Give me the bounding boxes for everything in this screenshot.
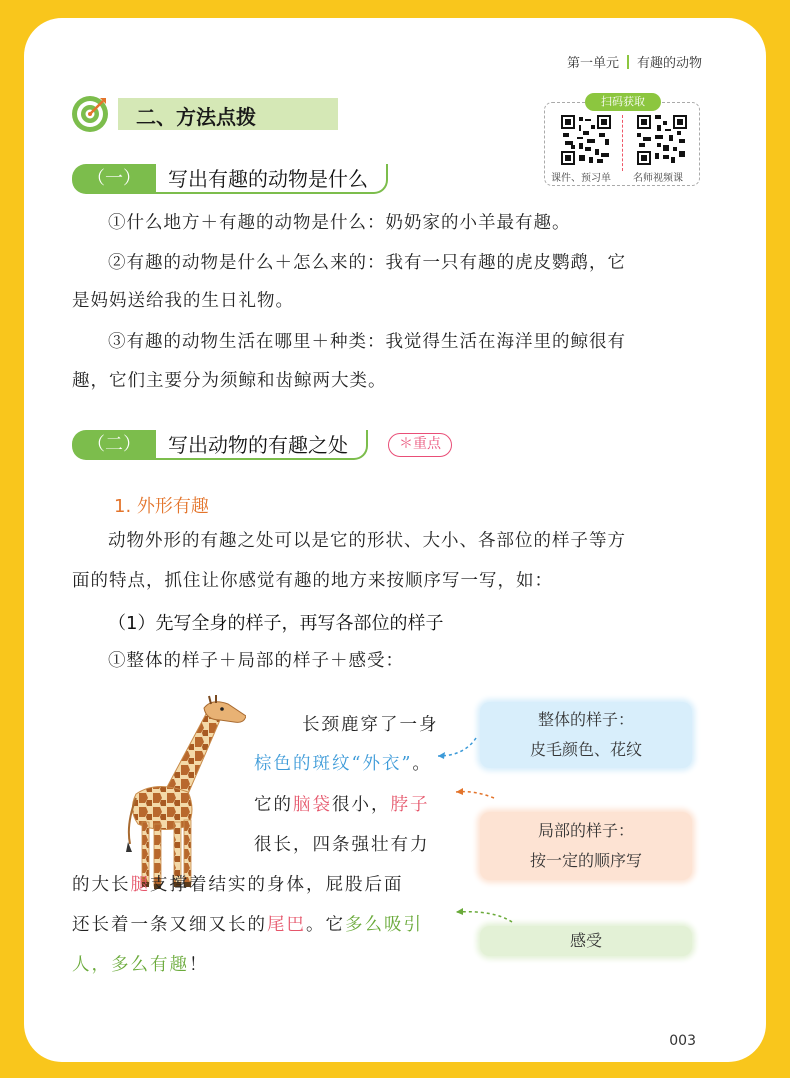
story-text: 。 xyxy=(412,754,432,774)
story-text: 支撑着结实的身体，屁股后面 xyxy=(150,875,404,895)
story-text: 很小， xyxy=(332,795,391,815)
story-line-4 xyxy=(254,826,430,864)
highlight-coat: 棕色的斑纹“外衣” xyxy=(254,754,413,774)
highlight-feeling: 多么吸引 xyxy=(345,915,423,935)
qr-divider xyxy=(622,115,623,171)
giraffe-illustration xyxy=(96,694,246,894)
story-text: 很长，四条强壮有力 xyxy=(254,835,430,855)
page xyxy=(24,18,766,1062)
subsection-2-text: 写出动物的有趣之处 xyxy=(156,430,368,460)
subsection-1-number: （一） xyxy=(72,164,156,194)
intro-line-2: 面的特点，抓住让你感觉有趣的地方来按顺序写一写，如： xyxy=(72,571,553,591)
highlight-neck: 脖子 xyxy=(390,795,430,815)
qr-caption-left: 课件、预习单 xyxy=(551,173,611,184)
story-line-6 xyxy=(72,906,423,944)
note-feeling xyxy=(480,926,692,956)
note-part-appearance xyxy=(480,812,692,880)
highlight-head: 脑袋 xyxy=(293,795,332,815)
qr-label: 扫码获取 xyxy=(585,93,661,111)
qr-code-right[interactable] xyxy=(637,115,687,165)
section-title-bar xyxy=(118,98,338,130)
story-text: 长颈鹿穿了一身 xyxy=(302,715,439,735)
header-divider xyxy=(627,55,629,69)
story-text: 。它 xyxy=(306,915,345,935)
story-text: 的大长 xyxy=(72,875,131,895)
note-part-title: 局部的样子： xyxy=(537,821,634,840)
target-icon xyxy=(70,94,110,134)
heading-appearance: 1. 外形有趣 xyxy=(114,496,209,517)
example-line-2-cont: 是妈妈送给我的生日礼物。 xyxy=(72,291,294,311)
story-text: ！ xyxy=(189,955,209,975)
intro-line-1: 动物外形的有趣之处可以是它的形状、大小、各部位的样子等方 xyxy=(108,531,626,551)
example-line-2: ②有趣的动物是什么＋怎么来的：我有一只有趣的虎皮鹦鹉，它 xyxy=(108,253,626,273)
story-line-1 xyxy=(302,706,439,744)
topic-label: 有趣的动物 xyxy=(636,56,702,71)
subsection-1-text: 写出有趣的动物是什么 xyxy=(156,164,388,194)
example-line-1: ①什么地方＋有趣的动物是什么：奶奶家的小羊最有趣。 xyxy=(108,213,571,233)
subsection-2-number: （二） xyxy=(72,430,156,460)
story-line-7 xyxy=(72,946,209,984)
story-line-2 xyxy=(254,745,432,783)
note-whole-appearance xyxy=(480,702,692,768)
highlight-tail: 尾巴 xyxy=(267,915,306,935)
formula-line: ①整体的样子＋局部的样子＋感受： xyxy=(108,651,404,671)
story-line-3 xyxy=(254,786,430,824)
qr-caption-right: 名师视频课 xyxy=(633,173,683,184)
key-point-badge: ＊重点 xyxy=(388,433,452,457)
page-number: 003 xyxy=(669,1033,696,1049)
subheading-order: （1）先写全身的样子，再写各部位的样子 xyxy=(108,613,444,634)
note-part-detail: 按一定的顺序写 xyxy=(529,851,642,870)
running-header xyxy=(567,52,702,71)
story-line-5 xyxy=(72,866,404,904)
note-whole-title: 整体的样子： xyxy=(537,710,634,729)
section-title-text: 二、方法点拨 xyxy=(136,105,256,129)
highlight-legs: 腿 xyxy=(130,875,150,895)
qr-code-panel xyxy=(544,95,700,186)
highlight-feeling: 人，多么有趣 xyxy=(72,955,189,975)
story-text: 还长着一条又细又长的 xyxy=(72,915,267,935)
note-feeling-text: 感受 xyxy=(569,931,602,950)
example-line-3-cont: 趣，它们主要分为须鲸和齿鲸两大类。 xyxy=(72,371,387,391)
unit-label: 第一单元 xyxy=(566,56,619,71)
example-line-3: ③有趣的动物生活在哪里＋种类：我觉得生活在海洋里的鲸很有 xyxy=(108,332,626,352)
note-whole-detail: 皮毛颜色、花纹 xyxy=(529,740,642,759)
story-text: 它的 xyxy=(254,795,293,815)
qr-code-left[interactable] xyxy=(561,115,611,165)
